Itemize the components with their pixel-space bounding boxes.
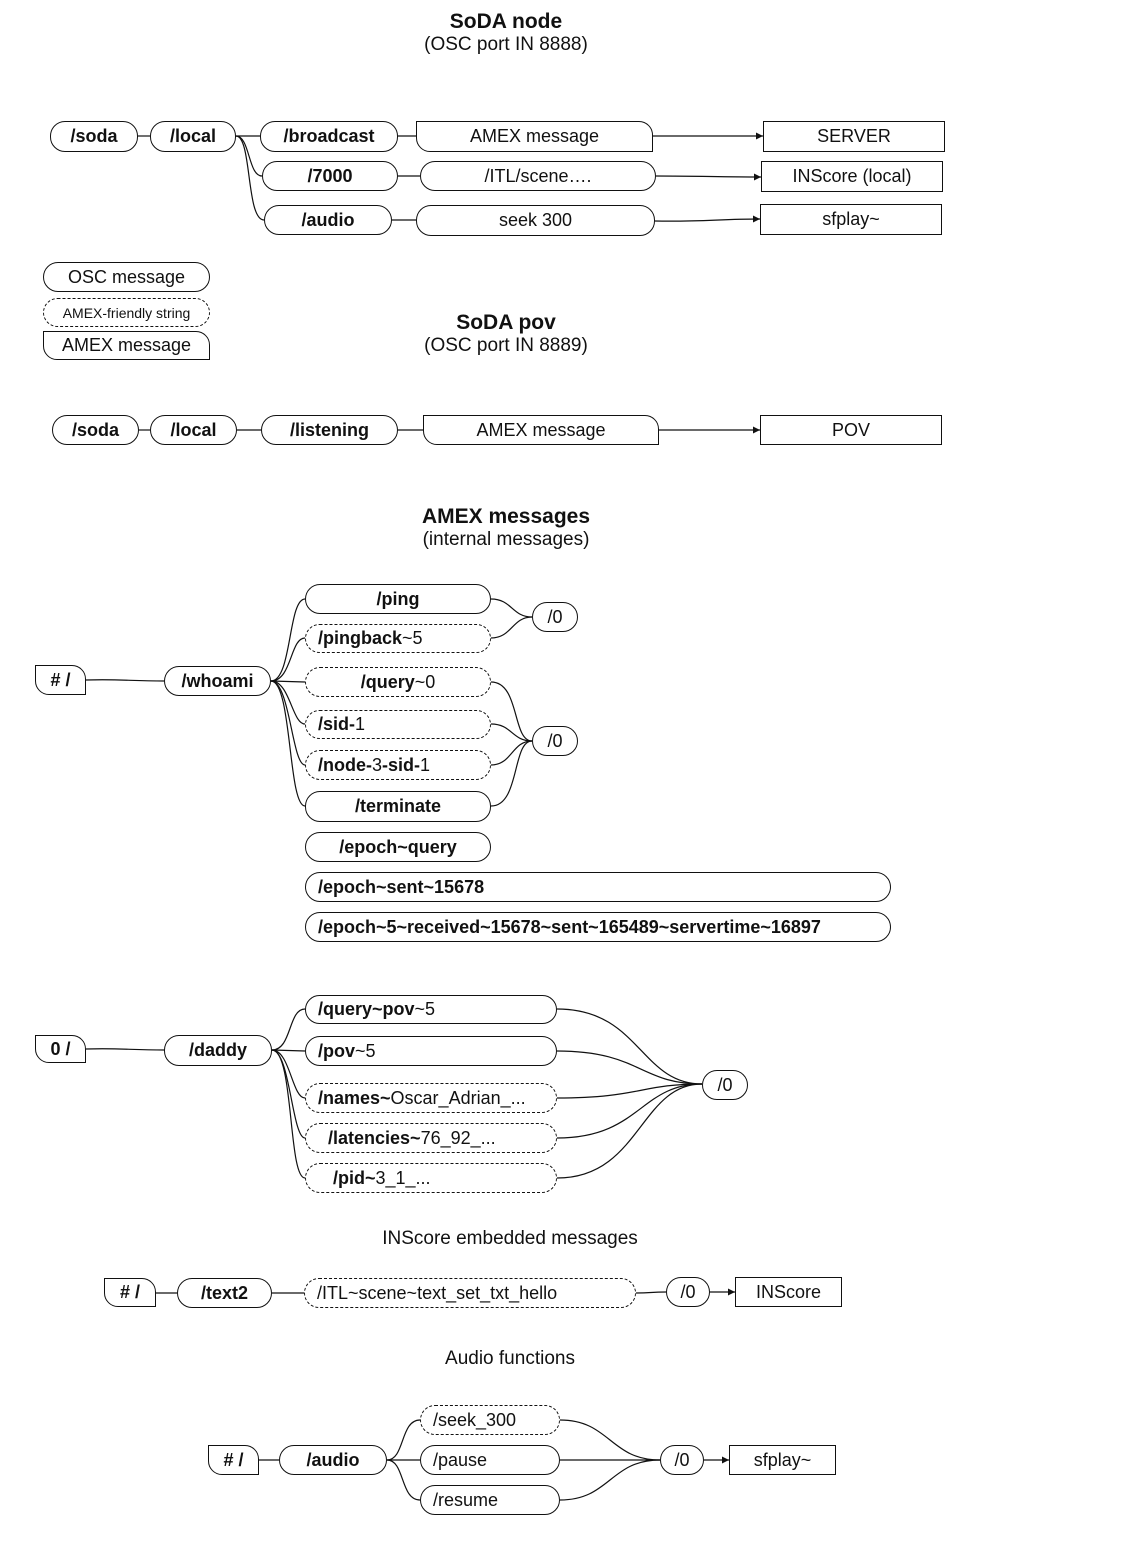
latencies-value: 76_92_...	[420, 1127, 496, 1148]
daddy-end: /0	[702, 1070, 748, 1100]
pid-label: /pid~	[333, 1167, 376, 1188]
inscore-hash-node: # /	[104, 1278, 156, 1307]
sid-value: 1	[355, 714, 366, 734]
inscore-title: INScore embedded messages	[382, 1228, 638, 1249]
soda-pov-subtitle: (OSC port IN 8889)	[424, 335, 588, 356]
query-node	[305, 667, 491, 697]
itl-scene-box: /ITL/scene….	[420, 161, 656, 191]
pov-target: POV	[760, 415, 942, 445]
amex-message-box: AMEX message	[416, 121, 653, 152]
seek-box: seek 300	[416, 205, 655, 236]
amex-title-block	[356, 505, 656, 551]
audio-func-node: /audio	[279, 1445, 387, 1475]
soda-pov-title-block	[356, 311, 656, 357]
pid-value: 3_1_...	[375, 1167, 431, 1188]
audio-hash-node: # /	[208, 1445, 259, 1475]
audio-sfplay-target: sfplay~	[729, 1445, 836, 1475]
daddy-node: /daddy	[164, 1035, 272, 1066]
pov-label: /pov	[318, 1040, 356, 1061]
audio-end: /0	[660, 1445, 704, 1475]
terminate-node: /terminate	[305, 791, 491, 822]
soda-node: /soda	[50, 121, 138, 152]
soda-node-title-block	[356, 10, 656, 56]
whoami-end-1: /0	[532, 602, 578, 632]
legend-amex-message: AMEX message	[43, 331, 210, 360]
legend-amex-friendly-string: AMEX-friendly string	[43, 298, 210, 327]
legend-osc-message: OSC message	[43, 262, 210, 292]
pov-amex-message-box: AMEX message	[423, 415, 659, 445]
amex-title: AMEX messages	[421, 505, 591, 528]
seek-300-node: /seek_300	[420, 1405, 560, 1435]
query-pov-node	[305, 995, 557, 1024]
audio-title: Audio functions	[445, 1348, 575, 1369]
pause-node: /pause	[420, 1445, 560, 1475]
query-label: /query	[360, 671, 415, 692]
node-sid-label-b: -sid-	[382, 754, 421, 775]
resume-node: /resume	[420, 1485, 560, 1515]
soda-node-title: SoDA node	[449, 10, 563, 33]
local-node: /local	[150, 121, 236, 152]
inscore-local-target: INScore (local)	[761, 161, 943, 192]
ping-node: /ping	[305, 584, 491, 614]
latencies-node	[305, 1123, 557, 1153]
inscore-target: INScore	[735, 1277, 842, 1307]
pid-node	[305, 1163, 557, 1193]
node-sid-node	[305, 750, 491, 780]
whoami-node: /whoami	[164, 666, 271, 696]
port-7000-node: /7000	[262, 161, 398, 191]
names-label: /names~	[318, 1087, 391, 1108]
audio-node: /audio	[264, 205, 392, 235]
query-pov-label: /query~pov	[318, 999, 415, 1019]
pingback-node	[305, 624, 491, 653]
pov-node	[305, 1036, 557, 1066]
soda-pov-title: SoDA pov	[456, 311, 556, 334]
pov-soda-node: /soda	[52, 415, 139, 445]
epoch-query-node: /epoch~query	[305, 832, 491, 862]
pov-local-node: /local	[150, 415, 237, 445]
amex-subtitle: (internal messages)	[422, 529, 590, 550]
query-value: ~0	[414, 671, 436, 692]
latencies-label: /latencies~	[328, 1127, 421, 1148]
names-node	[305, 1083, 557, 1113]
pingback-label: /pingback	[318, 628, 403, 648]
inscore-end: /0	[666, 1277, 710, 1307]
text2-node: /text2	[177, 1278, 272, 1308]
sfplay-target: sfplay~	[760, 204, 942, 235]
itl-scene-text-node: /ITL~scene~text_set_txt_hello	[304, 1278, 636, 1308]
node-sid-value-a: 3	[372, 754, 383, 775]
listening-node: /listening	[261, 415, 398, 445]
soda-node-subtitle: (OSC port IN 8888)	[424, 34, 588, 55]
server-target: SERVER	[763, 121, 945, 152]
epoch-full-node: /epoch~5~received~15678~sent~165489~servertime~16897	[305, 912, 891, 942]
pov-value: ~5	[355, 1040, 376, 1061]
hash-root-node: # /	[35, 665, 86, 695]
whoami-end-2: /0	[532, 726, 578, 756]
pingback-value: ~5	[402, 628, 423, 648]
sid-label: /sid-	[318, 714, 356, 734]
node-sid-label-a: /node-	[318, 754, 372, 775]
sid-node	[305, 710, 491, 739]
zero-root-node: 0 /	[35, 1035, 86, 1063]
names-value: Oscar_Adrian_...	[390, 1087, 526, 1108]
epoch-sent-node: /epoch~sent~15678	[305, 872, 891, 902]
node-sid-value-b: 1	[420, 754, 431, 775]
broadcast-node: /broadcast	[260, 121, 398, 152]
query-pov-value: ~5	[414, 999, 436, 1019]
